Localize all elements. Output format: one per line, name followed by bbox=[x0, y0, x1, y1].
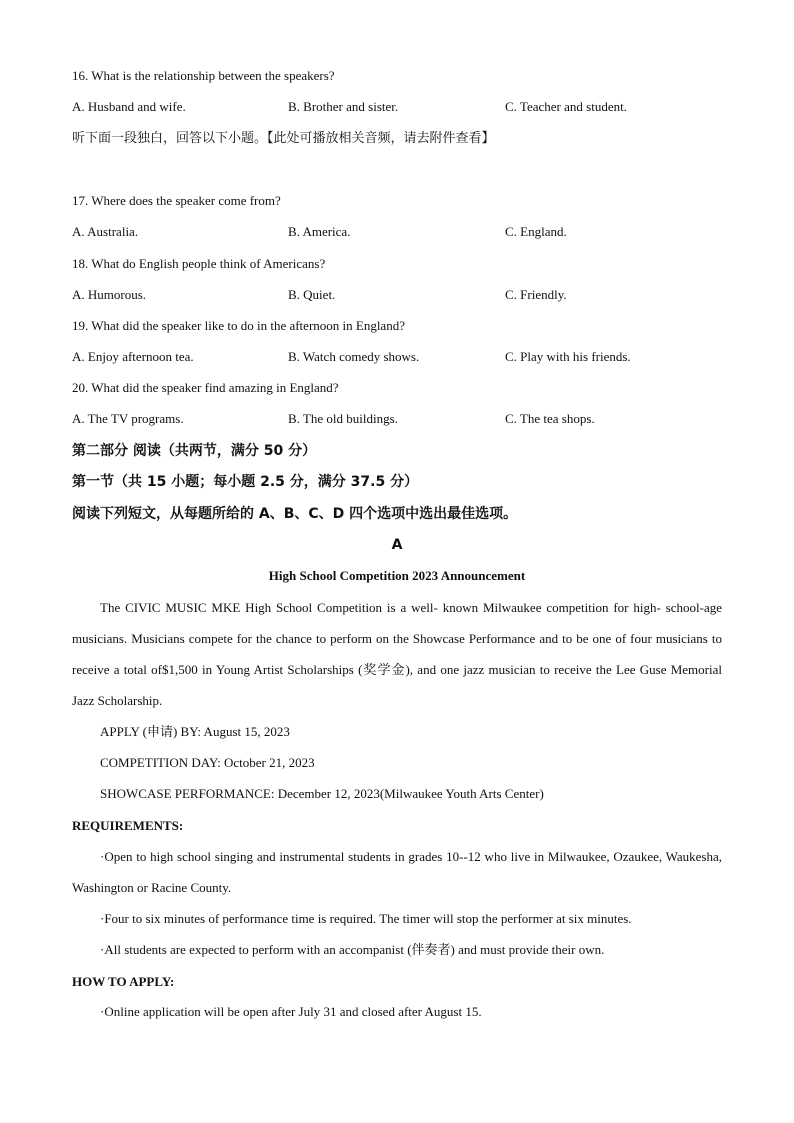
question-18-stem: 18. What do English people think of Americans? bbox=[72, 256, 326, 271]
question-19-option-a: A. Enjoy afternoon tea. bbox=[72, 349, 194, 364]
question-20-option-c: C. The tea shops. bbox=[505, 411, 595, 426]
how-to-apply-heading: HOW TO APPLY: bbox=[72, 974, 175, 989]
question-17-option-c: C. England. bbox=[505, 224, 567, 239]
how-to-apply-item: ·Online application will be open after July 31 and closed after August 15. bbox=[100, 1004, 482, 1019]
question-16-option-a: A. Husband and wife. bbox=[72, 99, 186, 114]
question-18-option-a: A. Humorous. bbox=[72, 287, 147, 302]
requirement-item: ·All students are expected to perform with an accompanist (伴奏者) and must provide their own. bbox=[100, 942, 605, 957]
question-20-option-a: A. The TV programs. bbox=[72, 411, 184, 426]
apply-by: APPLY (申请) BY: August 15, 2023 bbox=[100, 724, 290, 739]
reading-instruction: 阅读下列短文，从每题所给的 A、B、C、D 四个选项中选出最佳选项。 bbox=[72, 506, 518, 522]
question-20-stem: 20. What did the speaker find amazing in England? bbox=[72, 380, 339, 395]
showcase-performance: SHOWCASE PERFORMANCE: December 12, 2023(Milwaukee Youth Arts Center) bbox=[100, 786, 544, 801]
question-17-stem: 17. Where does the speaker come from? bbox=[72, 193, 281, 208]
section1-heading: 第一节（共 15 小题；每小题 2.5 分，满分 37.5 分） bbox=[72, 474, 419, 490]
question-17-option-a: A. Australia. bbox=[72, 224, 139, 239]
passage-intro: The CIVIC MUSIC MKE High School Competition is a well- known Milwaukee competition for high- school-age musicians. Musicians compete for the chance to perform on the Showcase Performance and to be one of four musicians to receive a total of$1,500 in Young Artist Scholarships (奖学金), and one jazz musician to receive the Lee Guse Memorial Jazz Scholarship. bbox=[72, 600, 722, 708]
question-16-option-c: C. Teacher and student. bbox=[505, 99, 627, 114]
requirement-item: ·Four to six minutes of performance time is required. The timer will stop the performer at six minutes. bbox=[100, 911, 632, 926]
requirement-item: ·Open to high school singing and instrumental students in grades 10--12 who live in Milwaukee, Ozaukee, Waukesha, Washington or Racine County. bbox=[72, 849, 722, 895]
question-19-stem: 19. What did the speaker like to do in the afternoon in England? bbox=[72, 318, 405, 333]
requirements-heading: REQUIREMENTS: bbox=[72, 818, 184, 833]
question-16-stem: 16. What is the relationship between the speakers? bbox=[72, 68, 335, 83]
question-19-option-b: B. Watch comedy shows. bbox=[288, 349, 420, 364]
question-17-option-b: B. America. bbox=[288, 224, 351, 239]
passage-letter: A bbox=[391, 537, 403, 553]
part2-heading: 第二部分 阅读（共两节，满分 50 分） bbox=[72, 443, 317, 459]
passage-title: High School Competition 2023 Announcement bbox=[268, 568, 526, 583]
question-16-option-b: B. Brother and sister. bbox=[288, 99, 399, 114]
question-18-option-b: B. Quiet. bbox=[288, 287, 336, 302]
question-18-option-c: C. Friendly. bbox=[505, 287, 567, 302]
monologue-instruction: 听下面一段独白，回答以下小题。【此处可播放相关音频，请去附件查看】 bbox=[72, 131, 495, 146]
question-20-option-b: B. The old buildings. bbox=[288, 411, 398, 426]
competition-day: COMPETITION DAY: October 21, 2023 bbox=[100, 755, 315, 770]
question-19-option-c: C. Play with his friends. bbox=[505, 349, 631, 364]
